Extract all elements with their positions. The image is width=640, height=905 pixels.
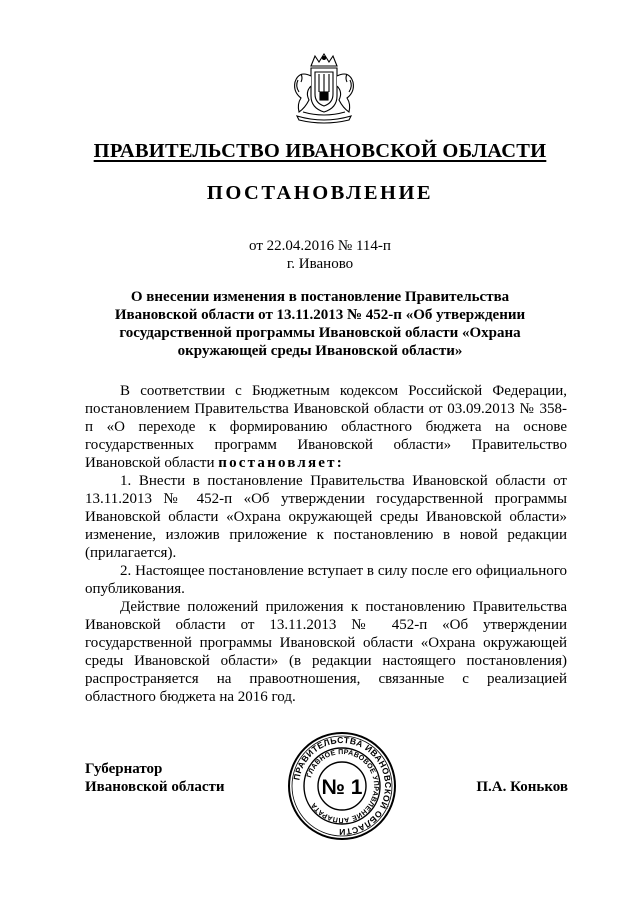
document-body xyxy=(85,382,567,706)
document-type: ПОСТАНОВЛЕНИЕ xyxy=(206,182,434,204)
item-1-paragraph: 1. Внести в постановление Правительства Ивановской области от 13.11.2013 № 452-п «Об утверждении государственной программы Ивановской области «Охрана окружающей среды Ивановской области» изменение, изложив приложение к постановлению в новой редакции (прилагается). xyxy=(85,473,567,561)
coat-of-arms-emblem xyxy=(289,52,359,124)
item-2-paragraph: 2. Настоящее постановление вступает в силу после его официального опубликования. xyxy=(85,563,567,597)
date-number: от 22.04.2016 № 114-п xyxy=(249,238,391,254)
seal-inner-text: ГЛАВНОЕ ПРАВОВОЕ УПРАВЛЕНИЕ АППАРАТА xyxy=(306,748,380,824)
official-seal xyxy=(286,730,398,842)
seal-number: № 1 xyxy=(321,776,363,799)
signatory-title-line1: Губернатор xyxy=(85,761,163,777)
organization-title: ПРАВИТЕЛЬСТВО ИВАНОВСКОЙ ОБЛАСТИ xyxy=(93,140,547,162)
signatory-title-line2: Ивановской области xyxy=(85,779,225,795)
item-3-paragraph: Действие положений приложения к постановлению Правительства Ивановской области от 13.11.2013 № 452-п «Об утверждении государственной программы Ивановской области «Охрана окружающей среды Ивановской области» (в редакции настоящего постановления) распространяется на правоотношения, связанные с реализацией областного бюджета на 2016 год. xyxy=(85,599,567,705)
city: г. Иваново xyxy=(286,256,354,272)
signatory-name: П.А. Коньков xyxy=(476,779,568,795)
intro-paragraph xyxy=(85,382,567,472)
document-meta xyxy=(0,237,640,273)
intro-text: В соответствии с Бюджетным кодексом Российской Федерации, постановлением Правительства Ивановской области от 03.09.2013 № 358-п «О переходе к формированию областного бюджета на основе государственных программ Ивановской области» Правительство Ивановской области xyxy=(85,383,567,471)
signatory-title xyxy=(85,760,225,796)
decree-word: постановляет: xyxy=(218,455,344,471)
seal-outer-text: ПРАВИТЕЛЬСТВА ИВАНОВСКОЙ ОБЛАСТИ xyxy=(291,734,394,838)
document-subject: О внесении изменения в постановление Правительства Ивановской области от 13.11.2013 № 452-п «Об утверждении государственной программы Ивановской области «Охрана окружающей среды Ивановской области» xyxy=(114,289,526,359)
